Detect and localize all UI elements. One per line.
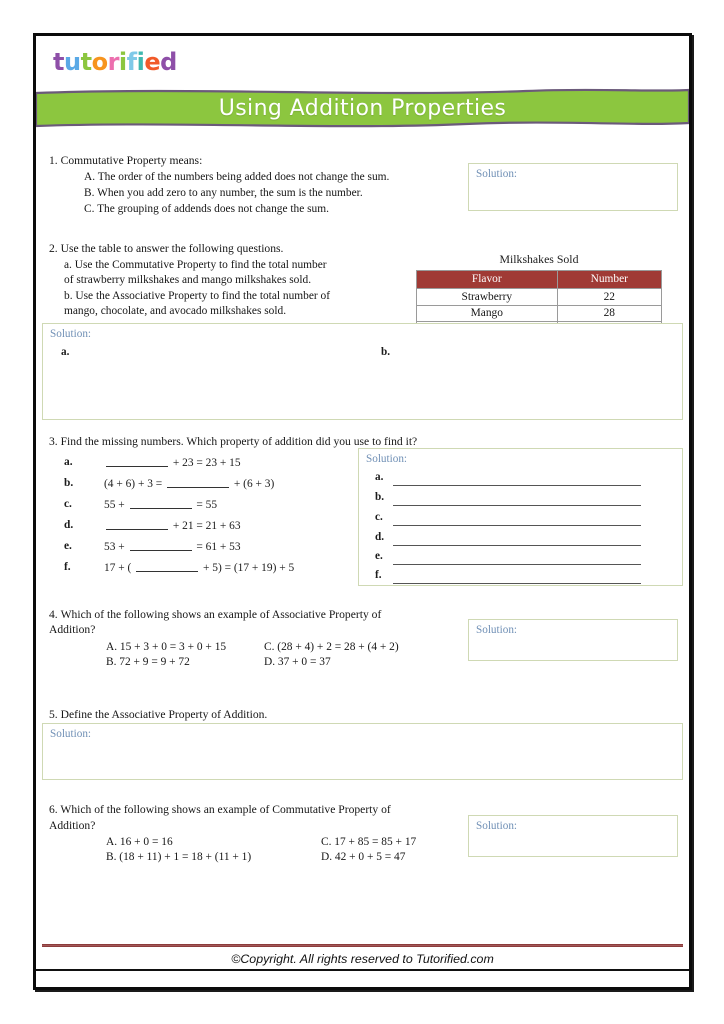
q1-prompt: [49, 153, 202, 169]
q4-solution-box[interactable]: [468, 619, 678, 661]
q6-choice-a[interactable]: A. 16 + 0 = 16: [106, 836, 173, 848]
q2-part-a-line2: of strawberry milkshakes and mango milkshakes sold.: [64, 274, 312, 286]
q4-prompt-line2: Addition?: [49, 623, 96, 636]
q3-expr-suffix: + (6 + 3): [231, 478, 275, 490]
table-cell-number: 28: [557, 305, 661, 322]
q5-solution-box[interactable]: [42, 723, 683, 780]
q3-expr-suffix: + 5) = (17 + 19) + 5: [200, 562, 295, 574]
title-banner: [36, 87, 689, 129]
q3-answer-line-c[interactable]: [393, 525, 641, 526]
q2-solution-box[interactable]: [42, 323, 683, 420]
q4-prompt-text1: Which of the following shows an example of Associative Property of: [60, 608, 382, 621]
q3-answer-label-b: b.: [375, 491, 385, 503]
q1-number: 1.: [49, 154, 58, 167]
q3-answer-line-b[interactable]: [393, 505, 641, 506]
q3-expr-prefix: 17 + (: [104, 562, 135, 574]
q1-choice-a[interactable]: A. The order of the numbers being added does not change the sum.: [84, 171, 390, 183]
q3-solution-box[interactable]: [358, 448, 683, 586]
q4-prompt-line1: [49, 607, 469, 623]
q3-answer-line-a[interactable]: [393, 485, 641, 486]
q3-expr-prefix: 53 +: [104, 541, 128, 553]
table-cell-flavor: Strawberry: [417, 289, 558, 306]
q6-prompt-text1: Which of the following shows an example of Commutative Property of: [60, 803, 391, 816]
q3-expr-prefix: (4 + 6) + 3 =: [104, 478, 166, 490]
logo-letter-7: i: [136, 48, 145, 76]
table-row: [417, 289, 662, 306]
q3-blank-b[interactable]: [167, 477, 229, 488]
q3-expr-suffix: = 55: [193, 499, 218, 511]
worksheet-frame: [33, 33, 692, 990]
table-row: [417, 305, 662, 322]
q3-item-label-a: a.: [64, 456, 73, 468]
q3-blank-c[interactable]: [130, 498, 192, 509]
worksheet-content: [36, 131, 689, 961]
q2-part-b-line2: mango, chocolate, and avocado milkshakes sold.: [64, 305, 287, 317]
footer-black-rule: [36, 969, 689, 971]
q4-choice-d[interactable]: D. 37 + 0 = 37: [264, 656, 331, 668]
q2-part-b-line1: b. Use the Associative Property to find the total number of: [64, 290, 331, 302]
q5-prompt-text: Define the Associative Property of Addition.: [60, 708, 268, 721]
logo-letter-5: i: [118, 48, 127, 76]
logo-letter-6: f: [126, 48, 137, 76]
q2-prompt-text: Use the table to answer the following questions.: [60, 242, 284, 255]
q3-answer-label-c: c.: [375, 511, 383, 523]
q1-solution-box[interactable]: [468, 163, 678, 211]
q3-item-label-c: c.: [64, 498, 72, 510]
q3-blank-a[interactable]: [106, 456, 168, 467]
q2-solution-label: Solution:: [50, 328, 92, 340]
q3-item-f[interactable]: [104, 561, 294, 574]
table-header-number: Number: [557, 271, 661, 289]
q1-prompt-text: Commutative Property means:: [60, 154, 203, 167]
q6-choice-b[interactable]: B. (18 + 11) + 1 = 18 + (11 + 1): [106, 851, 252, 863]
q1-solution-label: Solution:: [476, 168, 518, 180]
logo-letter-2: t: [80, 48, 92, 76]
q3-blank-e[interactable]: [130, 540, 192, 551]
q6-prompt-line2: Addition?: [49, 819, 96, 832]
q3-answer-line-d[interactable]: [393, 545, 641, 546]
q3-item-label-e: e.: [64, 540, 72, 552]
q2-solution-sub-a: a.: [61, 346, 70, 358]
table-cell-flavor: Mango: [417, 305, 558, 322]
table-caption: Milkshakes Sold: [499, 252, 579, 266]
q1-choice-c[interactable]: C. The grouping of addends does not change the sum.: [84, 203, 329, 215]
worksheet-inner: [36, 36, 689, 987]
q3-answer-line-e[interactable]: [393, 564, 641, 565]
q4-solution-label: Solution:: [476, 624, 518, 636]
q3-answer-label-f: f.: [375, 569, 382, 581]
logo-letter-0: t: [53, 48, 64, 76]
q3-expr-prefix: 55 +: [104, 499, 128, 511]
q4-choice-c[interactable]: C. (28 + 4) + 2 = 28 + (4 + 2): [264, 641, 399, 653]
q3-item-b[interactable]: [104, 477, 274, 490]
table-header-flavor: Flavor: [417, 271, 558, 289]
header-logo-row: [36, 36, 689, 88]
logo-letter-4: r: [107, 48, 119, 76]
q6-prompt-line1: [49, 802, 391, 818]
q3-answer-label-d: d.: [375, 531, 385, 543]
q3-expr-suffix: + 21 = 21 + 63: [170, 520, 241, 532]
table-header-row: [417, 271, 662, 289]
q3-prompt-text: Find the missing numbers. Which property of addition did you use to find it?: [60, 435, 418, 448]
q6-number: 6.: [49, 803, 58, 816]
q3-item-label-f: f.: [64, 561, 71, 573]
q6-solution-label: Solution:: [476, 820, 518, 832]
q2-solution-sub-b: b.: [381, 346, 391, 358]
q3-blank-f[interactable]: [136, 561, 198, 572]
logo-letter-9: d: [160, 48, 177, 76]
q2-number: 2.: [49, 242, 58, 255]
tutorified-logo[interactable]: [49, 48, 181, 76]
q3-item-e[interactable]: [104, 540, 241, 553]
footer-copyright: ©Copyright. All rights reserved to Tutorified.com: [231, 952, 494, 966]
worksheet-title: Using Addition Properties: [218, 95, 507, 121]
logo-letter-1: u: [63, 48, 81, 76]
q4-number: 4.: [49, 608, 58, 621]
q4-choice-a[interactable]: A. 15 + 3 + 0 = 3 + 0 + 15: [106, 641, 227, 653]
q6-choice-c[interactable]: C. 17 + 85 = 85 + 17: [321, 836, 417, 848]
q3-expr-suffix: = 61 + 53: [193, 541, 241, 553]
q2-part-a-line1: a. Use the Commutative Property to find the total number: [64, 259, 327, 271]
footer-red-rule: [42, 944, 683, 947]
q3-item-d[interactable]: [104, 519, 241, 532]
table-head: [417, 271, 662, 289]
q3-item-label-b: b.: [64, 477, 74, 489]
q6-solution-box[interactable]: [468, 815, 678, 857]
q3-item-a[interactable]: [104, 456, 241, 469]
q5-number: 5.: [49, 708, 58, 721]
q3-answer-line-f[interactable]: [393, 583, 641, 584]
q3-answer-label-a: a.: [375, 471, 384, 483]
logo-letter-8: e: [144, 48, 161, 76]
q5-prompt: [49, 707, 267, 723]
q1-choice-b[interactable]: B. When you add zero to any number, the sum is the number.: [84, 187, 363, 199]
q5-solution-label: Solution:: [50, 728, 92, 740]
q3-number: 3.: [49, 435, 58, 448]
q4-choice-b[interactable]: B. 72 + 9 = 9 + 72: [106, 656, 190, 668]
q3-item-label-d: d.: [64, 519, 74, 531]
q3-expr-suffix: + 23 = 23 + 15: [170, 457, 241, 469]
q3-item-c[interactable]: [104, 498, 217, 511]
logo-letter-3: o: [91, 48, 108, 76]
table-cell-number: 22: [557, 289, 661, 306]
q3-answer-label-e: e.: [375, 550, 383, 562]
q3-blank-d[interactable]: [106, 519, 168, 530]
q6-choice-d[interactable]: D. 42 + 0 + 5 = 47: [321, 851, 406, 863]
q2-prompt: [49, 241, 283, 257]
q3-solution-label: Solution:: [366, 453, 408, 465]
